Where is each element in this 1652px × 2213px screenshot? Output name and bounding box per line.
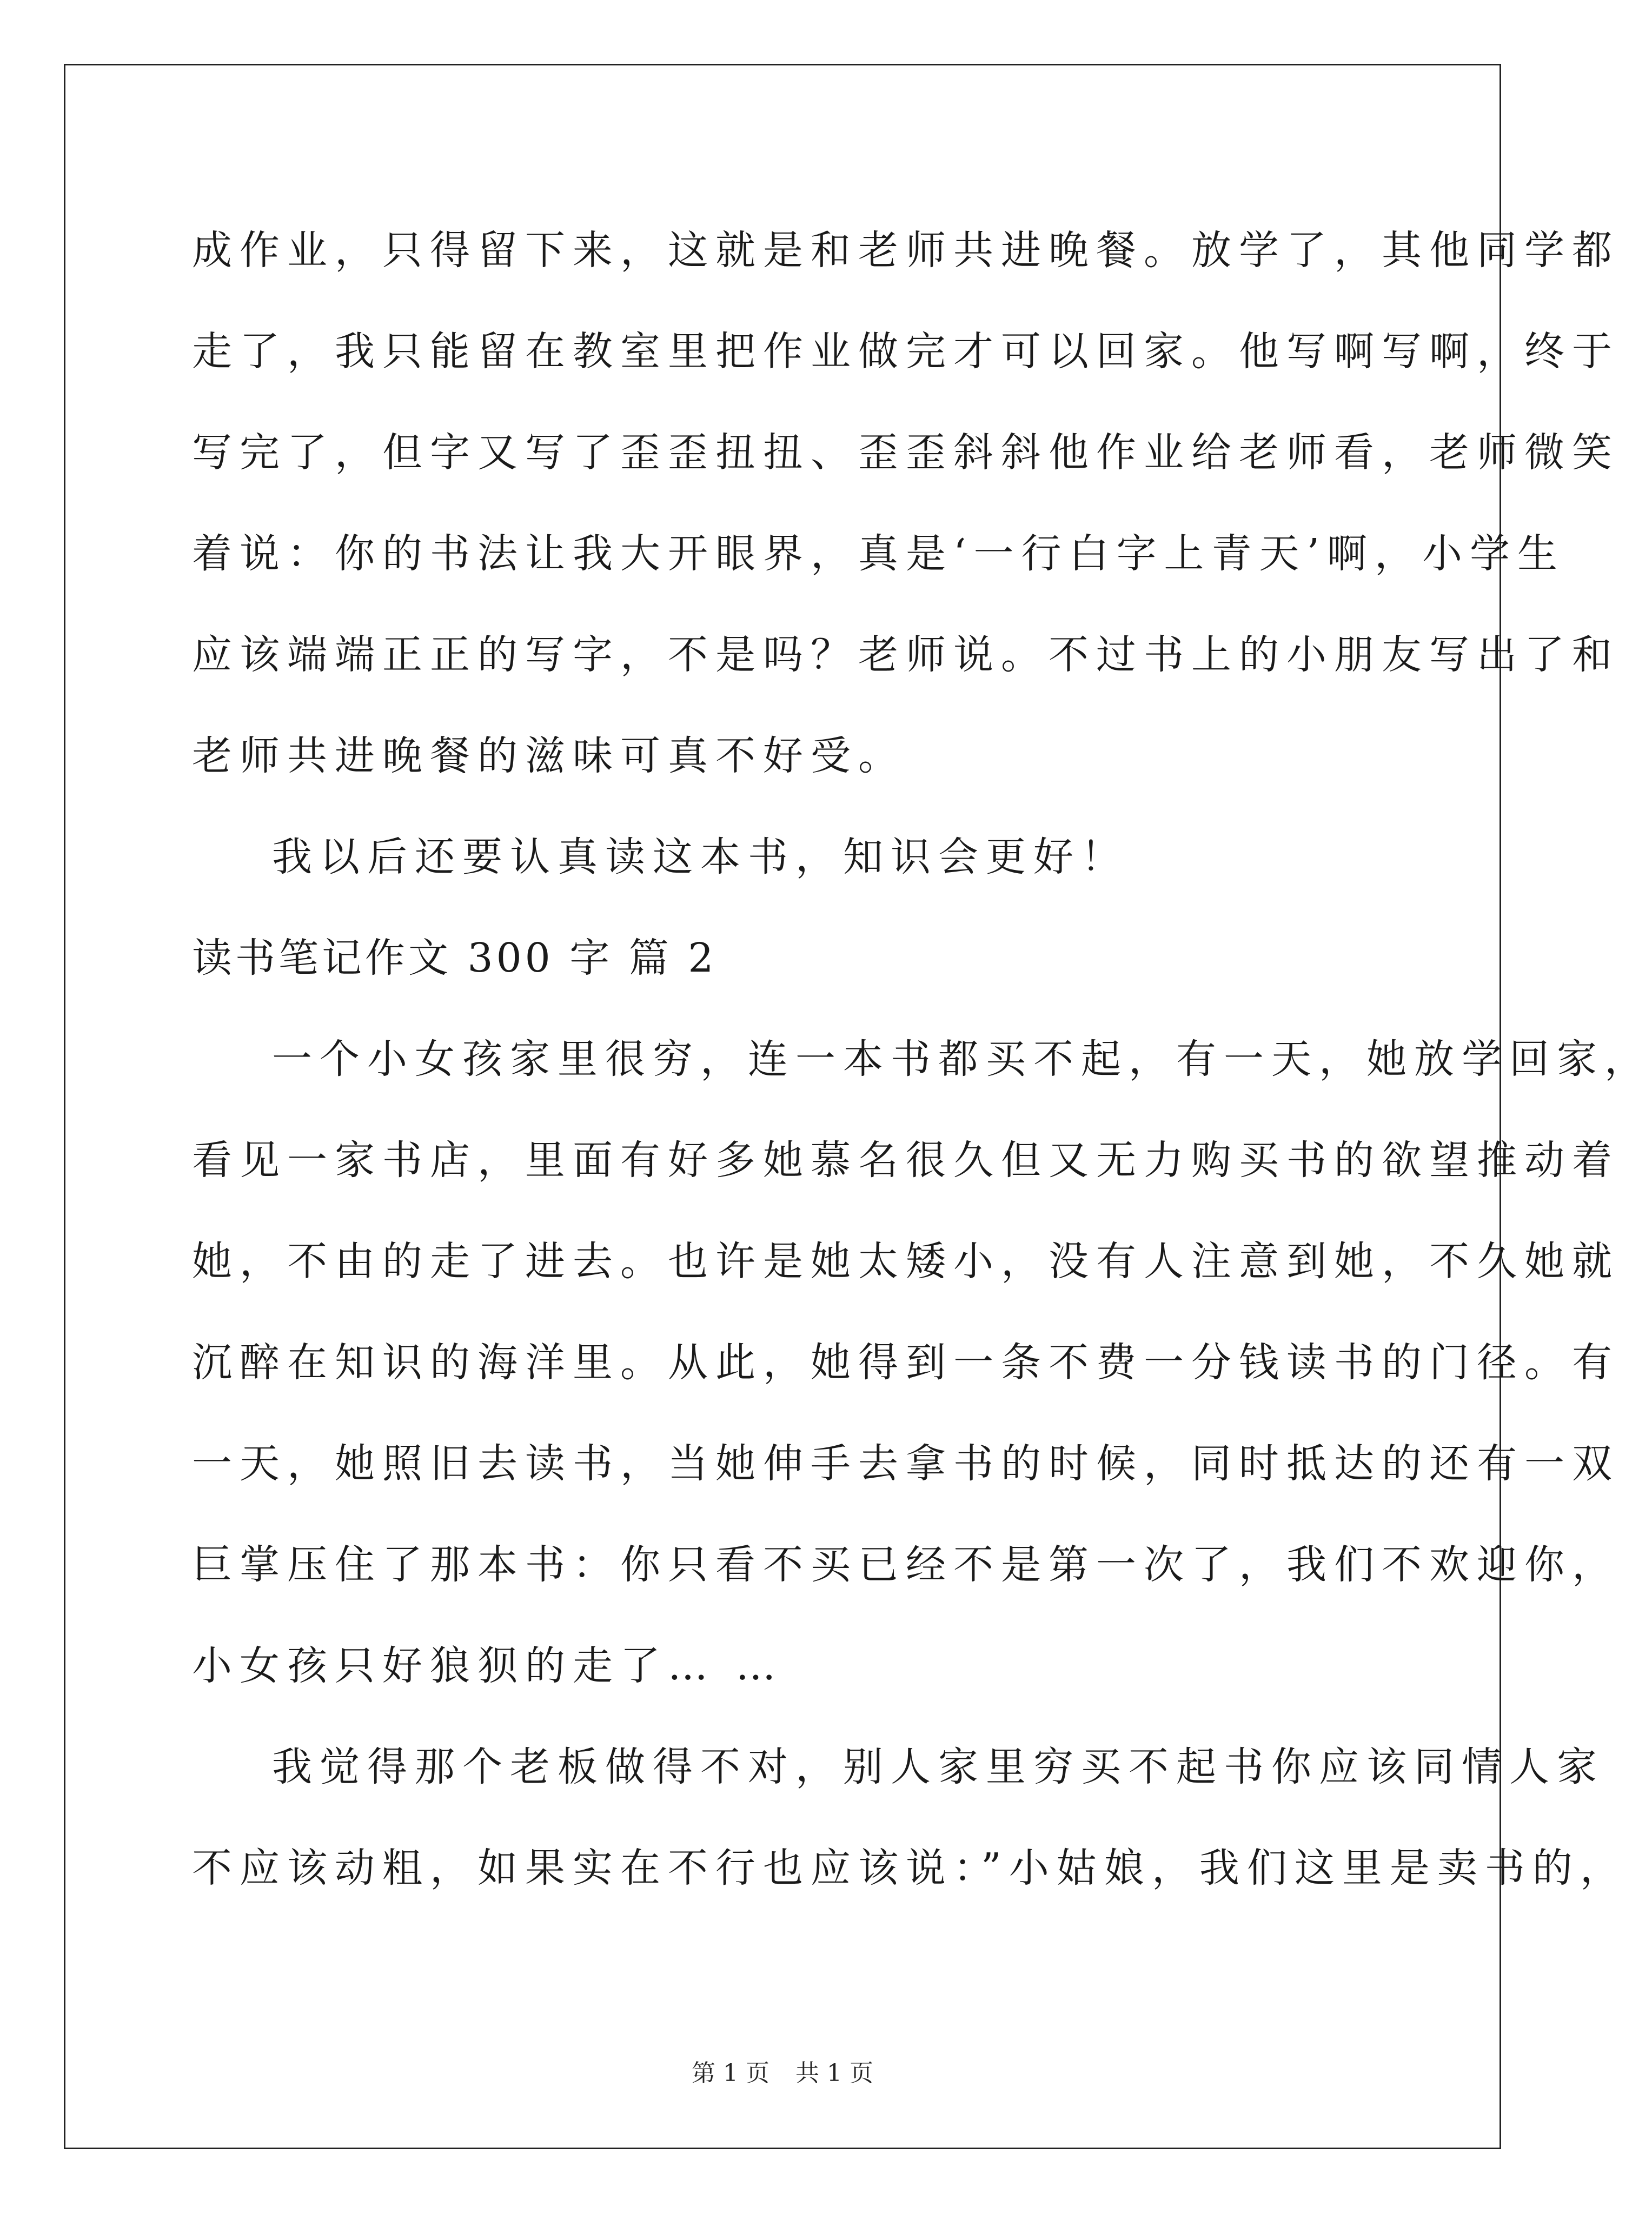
text-line: 老师共进晚餐的滋味可真不好受。 [192,733,906,779]
text-line: 一个小女孩家里很穷，连一本书都买不起，有一天，她放学回家， [272,1036,1652,1082]
text-line: 巨掌压住了那本书：你只看不买已经不是第一次了，我们不欢迎你， [192,1541,1620,1588]
document-body [192,200,1652,1919]
text-line: 我觉得那个老板做得不对，别人家里穷买不起书你应该同情人家 [272,1744,1604,1790]
text-line: 不应该动粗，如果实在不行也应该说：”小姑娘，我们这里是卖书的， [192,1845,1628,1891]
text-line: 应该端端正正的写字，不是吗？老师说。不过书上的小朋友写出了和 [192,632,1620,678]
page-number: 第 1 页 [692,2059,769,2087]
section-heading: 读书笔记作文 300 字 篇 2 [192,935,717,981]
text-line: 我以后还要认真读这本书，知识会更好！ [272,834,1129,880]
text-line: 一天，她照旧去读书，当她伸手去拿书的时候，同时抵达的还有一双 [192,1440,1620,1487]
text-line: 写完了，但字又写了歪歪扭扭、歪歪斜斜他作业给老师看，老师微笑 [192,429,1620,476]
text-line: 着说：你的书法让我大开眼界，真是‘一行白字上青天’啊，小学生 [192,530,1565,577]
text-line: 沉醉在知识的海洋里。从此，她得到一条不费一分钱读书的门径。有 [192,1339,1620,1386]
page-footer [0,2057,1565,2090]
text-line: 她，不由的走了进去。也许是她太矮小，没有人注意到她，不久她就 [192,1238,1620,1285]
text-line: 看见一家书店，里面有好多她慕名很久但又无力购买书的欲望推动着 [192,1137,1620,1184]
text-line: 成作业，只得留下来，这就是和老师共进晚餐。放学了，其他同学都 [192,227,1620,274]
page-total: 共 1 页 [795,2059,873,2087]
text-line: 小女孩只好狼狈的走了… … [192,1643,784,1689]
text-line: 走了，我只能留在教室里把作业做完才可以回家。他写啊写啊，终于 [192,328,1620,375]
